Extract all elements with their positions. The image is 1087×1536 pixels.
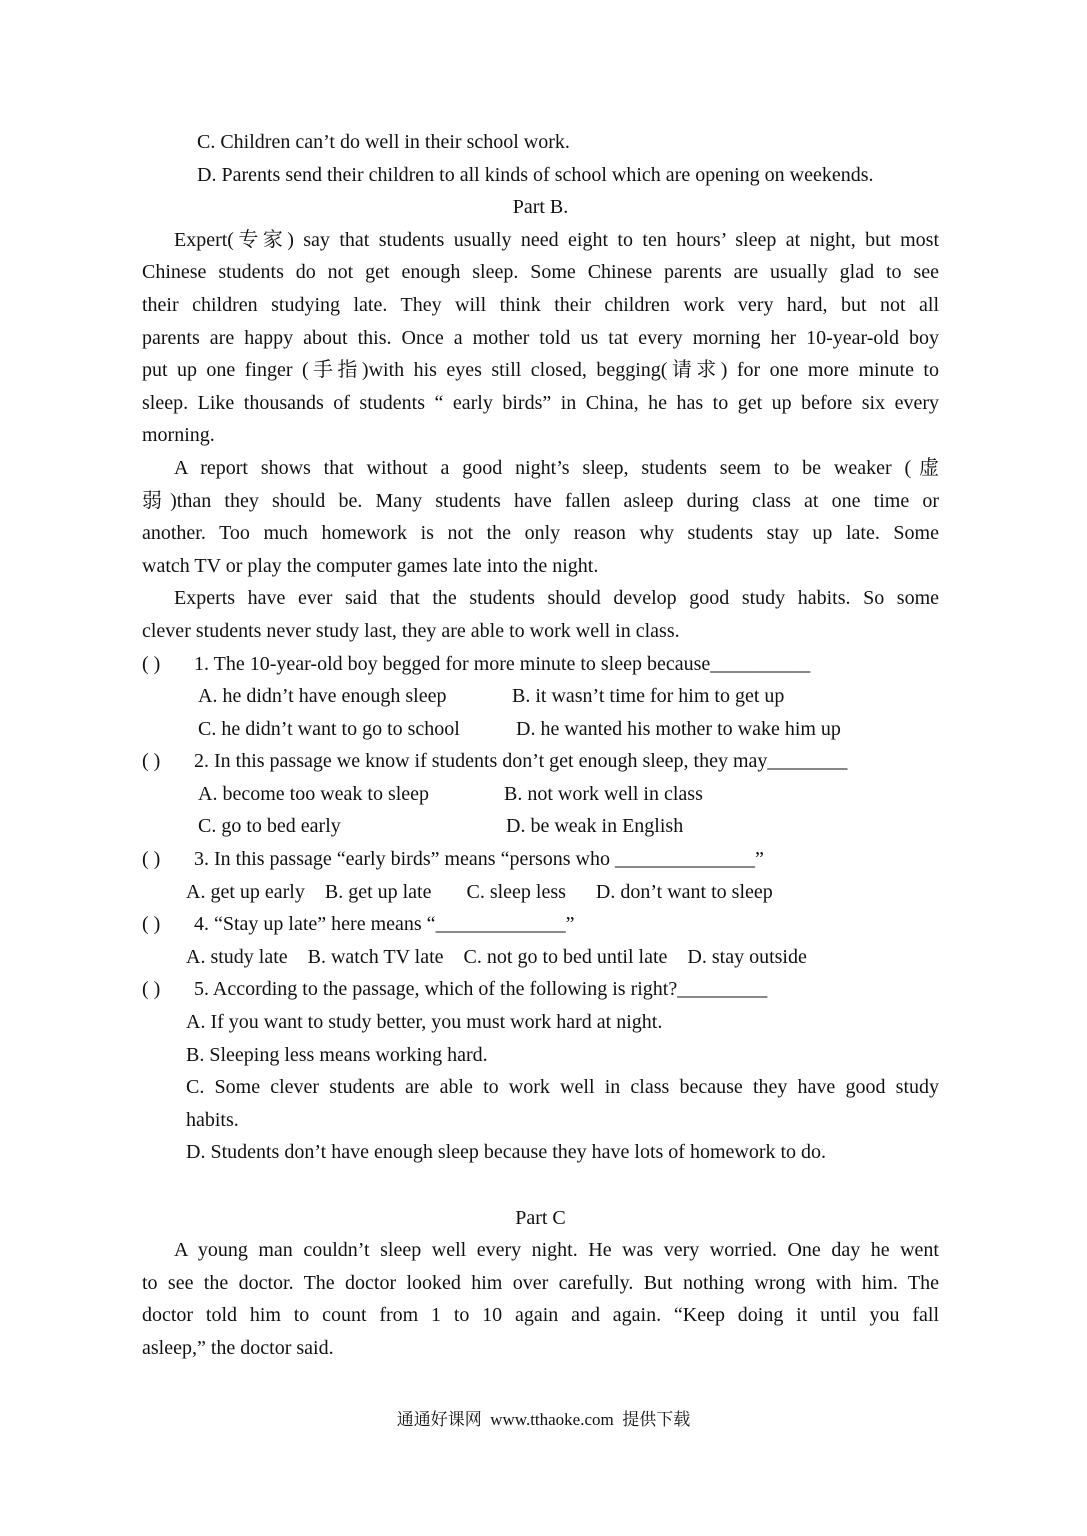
- answer-bracket[interactable]: ( ): [142, 848, 161, 871]
- spacer: [142, 1169, 939, 1202]
- paragraph-line: to see the doctor. The doctor looked him over carefully. But nothing wrong with him. The: [142, 1271, 939, 1294]
- question-3: [142, 843, 939, 908]
- paragraph-line: Experts have ever said that the students should develop good study habits. So some: [174, 587, 939, 610]
- paragraph-line: Chinese students do not get enough sleep. Some Chinese parents are usually glad to see: [142, 261, 939, 284]
- page-footer: 通通好课网 www.tthaoke.com 提供下载: [396, 1410, 691, 1429]
- paragraph-line: asleep,” the doctor said.: [142, 1336, 334, 1359]
- option-a: A. become too weak to sleep: [198, 782, 430, 805]
- paragraph-line: doctor told him to count from 1 to 10 again and again. “Keep doing it until you fall: [142, 1304, 939, 1327]
- part-a-option-d: D. Parents send their children to all kinds of school which are opening on weekends.: [197, 163, 874, 186]
- paragraph-line: put up one finger (手指)with his eyes still closed, begging(请求) for one more minute to: [142, 359, 939, 382]
- option-d: D. he wanted his mother to wake him up: [516, 717, 841, 740]
- paragraph-line: watch TV or play the computer games late into the night.: [142, 554, 599, 577]
- question-text: 5. According to the passage, which of the following is right?_________: [194, 978, 768, 1001]
- part-b-paragraph-3: [142, 582, 939, 647]
- option-d: D. be weak in English: [506, 815, 684, 838]
- paragraph-line: clever students never study last, they are able to work well in class.: [142, 619, 680, 642]
- answer-bracket[interactable]: ( ): [142, 913, 161, 936]
- option-d: D. Students don’t have enough sleep because they have lots of homework to do.: [186, 1141, 827, 1164]
- part-c-heading: Part C: [515, 1206, 566, 1229]
- option-c: C. Some clever students are able to work well in class because they have good study: [186, 1076, 939, 1099]
- option-c: C. he didn’t want to go to school: [198, 717, 460, 740]
- part-b-paragraph-1: [142, 224, 939, 452]
- question-2: [142, 745, 939, 843]
- answer-bracket[interactable]: ( ): [142, 978, 161, 1001]
- paragraph-line: sleep. Like thousands of students “ early birds” in China, he has to get up before six every: [142, 391, 939, 414]
- question-text: 1. The 10-year-old boy begged for more minute to sleep because__________: [194, 652, 811, 675]
- paragraph-line: Expert(专家) say that students usually need eight to ten hours’ sleep at night, but most: [174, 228, 939, 251]
- part-b-paragraph-2: [142, 452, 939, 582]
- question-text: 4. “Stay up late” here means “_____________”: [194, 913, 575, 936]
- question-1: [142, 648, 939, 746]
- option-c: C. go to bed early: [198, 815, 341, 838]
- answer-bracket[interactable]: ( ): [142, 652, 161, 675]
- option-a: A. If you want to study better, you must work hard at night.: [186, 1011, 663, 1034]
- question-text: 2. In this passage we know if students don’t get enough sleep, they may________: [194, 750, 848, 773]
- option-a: A. he didn’t have enough sleep: [198, 685, 447, 708]
- question-3-options: A. get up early B. get up late C. sleep less D. don’t want to sleep: [186, 880, 773, 903]
- paragraph-line: 弱)than they should be. Many students have fallen asleep during class at one time or: [142, 489, 939, 512]
- paragraph-line: A young man couldn’t sleep well every night. He was very worried. One day he went: [174, 1239, 939, 1262]
- paragraph-line: A report shows that without a good night’s sleep, students seem to be weaker (虚: [174, 456, 939, 479]
- answer-bracket[interactable]: ( ): [142, 750, 161, 773]
- part-a-option-c: C. Children can’t do well in their school work.: [197, 131, 570, 153]
- part-c-paragraph-1: [142, 1234, 939, 1364]
- question-4-options: A. study late B. watch TV late C. not go to bed until late D. stay outside: [186, 945, 807, 968]
- question-4: [142, 908, 939, 973]
- option-b: B. it wasn’t time for him to get up: [512, 685, 785, 708]
- question-5: [142, 973, 939, 1169]
- page-content: [142, 126, 939, 1365]
- option-b: B. not work well in class: [504, 782, 703, 805]
- paragraph-line: their children studying late. They will think their children work very hard, but not all: [142, 293, 939, 316]
- option-c-continued: habits.: [186, 1108, 239, 1131]
- option-b: B. Sleeping less means working hard.: [186, 1043, 488, 1066]
- paragraph-line: morning.: [142, 424, 215, 447]
- paragraph-line: parents are happy about this. Once a mother told us tat every morning her 10-year-old boy: [142, 326, 939, 349]
- question-text: 3. In this passage “early birds” means “persons who ______________”: [194, 848, 764, 871]
- part-b-heading: Part B.: [512, 196, 569, 219]
- paragraph-line: another. Too much homework is not the only reason why students stay up late. Some: [142, 522, 939, 545]
